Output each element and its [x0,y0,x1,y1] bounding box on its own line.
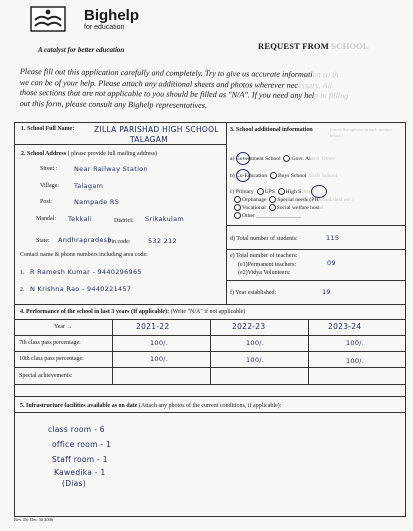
mandal-value: Tekkali [68,215,92,223]
year-established-value: 19 [322,288,331,296]
contact-value: R Ramesh Kumar - 9440296965 [30,268,142,276]
pass-percentage-cell: 100/. [346,357,365,365]
school-name-value: ZILLA PARISHAD HIGH SCHOOL [94,125,219,134]
pass-percentage-cell: 100/. [346,339,365,347]
tagline: A catalyst for better education [38,46,125,54]
infrastructure-label: 5. Infrastructure facilities available as on date (Attach any photos of the current conditions, if applicable): [20,403,282,409]
school-name-value-2: TALAGAM [130,135,168,144]
contacts-label: Contact name & phone numbers including area code: [20,252,148,258]
state-label: State: [36,238,50,244]
school-category-row: Orphanage Special needs (PH/blind/deaf etc.) [234,196,354,203]
teachers-label: e) Total number of teachers: [230,253,298,259]
mandal-label: Mandal: [36,216,56,222]
divider [226,249,406,250]
form-title: REQUEST FROM SCHOOL [258,41,369,51]
divider [226,122,227,304]
pass-percentage-cell: 100/. [246,339,265,347]
street-label: Street : [40,166,58,172]
divider [14,122,406,123]
street-value: Near Railway Station [74,165,148,173]
school-address-label: 2. School Address ( please provide full mailing address) [21,151,158,157]
post-label: Post: [40,199,53,205]
brand-subtitle: for education [84,24,125,31]
intro-paragraph: Please fill out this application carefully and completely. Try to give us accurate information so th we can be of your help. Please attach any additional sheets and photos wherever necessary. All those sections that are not applicable to you should be filled as "N/A". If you need any help in filling out this form, please consult any Bighelp representatives. [19,67,349,110]
selected-option-circle [236,169,250,182]
year-established-label: f) Year established: [230,290,277,296]
additional-info-label: 3. School additional information [230,127,313,133]
revision-date: Rev. Dt: Dec 30 2006 [14,517,54,522]
students-value: 115 [326,234,340,242]
contact-number: 2. [20,287,25,293]
contact-number: 1. [20,270,25,276]
school-category-row: Vocational Social welfare hostel [234,204,324,211]
district-value: Srikakulam [145,215,185,223]
permanent-teachers-label: (e1)Permanent teachers: [238,262,297,268]
divider [308,319,309,384]
pin-code-value: 532 212 [148,237,177,245]
year-cell: 2021-22 [136,322,170,331]
permanent-teachers-value: 09 [327,259,336,267]
divider [14,384,406,385]
selected-option-circle [236,152,250,165]
divider [14,516,406,517]
school-name-label: 1. School Full Name: [21,126,75,132]
divider [14,144,226,145]
district-label: District: [114,218,134,224]
divider [226,225,406,226]
students-label: d) Total number of students: [230,236,298,242]
contact-value: N Krishna Rao - 9440221457 [30,285,132,293]
divider [14,304,406,305]
village-value: Talagam [74,182,104,190]
row-label: 10th class pass percentage: [19,356,84,362]
year-cell: 2022-23 [232,322,266,331]
bighelp-logo-icon [30,6,66,32]
performance-label: 4. Performance of the school in last 3 years (If applicable): (Write "N/A" if not applicable) [20,309,246,315]
infrastructure-item: Staff room - 1 [52,455,108,464]
pin-code-label: Pin code: [108,239,131,245]
infrastructure-item: class room - 6 [48,425,105,434]
school-level-row: c) Primary UPS High School [230,188,314,195]
divider [112,319,113,384]
infrastructure-item: (Dias) [62,479,87,488]
additional-info-hint: (circle the options in each section below) [330,127,392,138]
pass-percentage-cell: 100/. [150,355,169,363]
divider [226,280,406,281]
divider [14,396,406,397]
divider [210,319,211,384]
pass-percentage-cell: 100/. [246,356,265,364]
vidya-volunteers-label: (e2)Vidya Volunteers: [238,270,291,276]
village-label: Village: [40,183,59,189]
year-cell: 2023-24 [328,322,362,331]
row-label: 7th class pass percentage: [19,340,81,346]
state-value: Andhrapradesh [58,236,112,244]
school-category-row: Other ________________ [234,212,301,219]
school-gender-row: b) Co-Education Boys School Girls School [230,172,338,179]
infrastructure-item: office room - 1 [52,440,112,449]
school-type-row: a) Government School Govt. Aided Other [230,155,335,162]
year-row-label: Year → [54,324,73,330]
infrastructure-item: Kawedika - 1 [54,468,106,477]
divider [14,412,406,413]
pass-percentage-cell: 100/. [150,339,169,347]
brand-name: Bighelp [84,7,139,24]
post-value: Nampade RS [74,198,120,206]
row-label: Special achievements: [19,373,73,379]
